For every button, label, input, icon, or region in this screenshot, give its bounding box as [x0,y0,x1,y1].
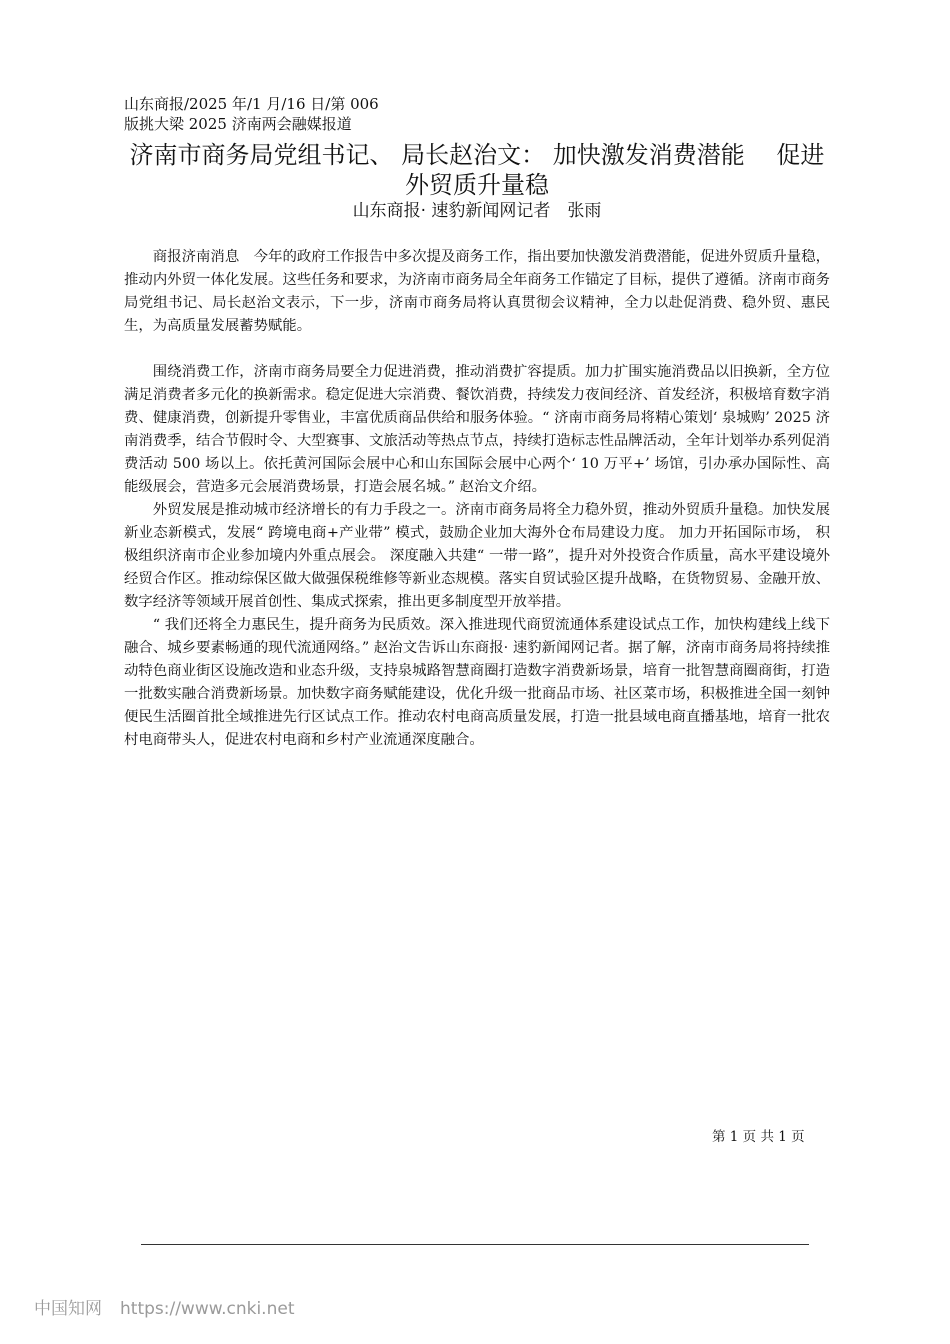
header-meta [124,94,379,134]
paragraph: 商报济南消息 今年的政府工作报告中多次提及商务工作，指出要加快激发消费潜能，促进外贸质升量稳，推动内外贸一体化发展。这些任务和要求，为济南市商务局全年商务工作锚定了目标，提供了遵循。济南市商务局党组书记、局长赵治文表示，下一步，济南市商务局将认真贯彻会议精神，全力以赴促消费、稳外贸、惠民生，为高质量发展蓄势赋能。 [124,249,830,334]
paragraph: 外贸发展是推动城市经济增长的有力手段之一。济南市商务局将全力稳外贸，推动外贸质升量稳。加快发展新业态新模式，发展“ 跨境电商+产业带” 模式，鼓励企业加大海外仓布局建设力度。 加力开拓国际市场， 积极组织济南市企业参加境内外重点展会。 深度融入共建“ 一带一路”，提升对外投资合作质量，高水平建设境外经贸合作区。推动综保区做大做强保税维修等新业态规模。落实自贸试验区提升战略，在货物贸易、金融开放、数字经济等领域开展首创性、集成式探索，推出更多制度型开放举措。 [124,502,830,610]
watermark-name: 中国知网 [34,1299,102,1319]
watermark [34,1294,312,1319]
footer-divider [141,1244,809,1245]
paragraph: 围绕消费工作，济南市商务局要全力促进消费，推动消费扩容提质。加力扩围实施消费品以旧换新，全方位满足消费者多元化的换新需求。稳定促进大宗消费、餐饮消费，持续发力夜间经济、首发经济，积极培育数字消费、健康消费，创新提升零售业，丰富优质商品供给和服务体验。“ 济南市商务局将精心策划‘ 泉城购’ 2025 济南消费季，结合节假时令、大型赛事、文旅活动等热点节点，持续打造标志性品牌活动，全年计划举办系列促消费活动 500 场以上。依托黄河国际会展中心和山东国际会展中心两个‘ 10 万平+’ 场馆，引办承办国际性、高能级展会，营造多元会展消费场景，打造会展名城。” 赵治文介绍。 [124,364,830,495]
article-title: 济南市商务局党组书记、 局长赵治文： 加快激发消费潜能 促进外贸质升量稳 [129,141,825,199]
article-body [124,246,830,752]
article-byline: 山东商报· 速豹新闻网记者 张雨 [352,201,602,221]
column-line: 版挑大梁 2025 济南两会融媒报道 [124,115,352,133]
source-line: 山东商报/2025 年/1 月/16 日/第 006 [124,95,379,113]
page-number: 第 1 页 共 1 页 [712,1129,805,1145]
paragraph: “ 我们还将全力惠民生，提升商务为民质效。深入推进现代商贸流通体系建设试点工作，加快构建线上线下融合、城乡要素畅通的现代流通网络。” 赵治文告诉山东商报· 速豹新闻网记者。据了解，济南市商务局将持续推动特色商业街区设施改造和业态升级，支持泉城路智慧商圈打造数字消费新场景，培育一批智慧商圈商街，打造一批数实融合消费新场景。加快数字商务赋能建设，优化升级一批商品市场、社区菜市场，积极推进全国一刻钟便民生活圈首批全域推进先行区试点工作。推动农村电商高质量发展，打造一批县域电商直播基地，培育一批农村电商带头人，促进农村电商和乡村产业流通深度融合。 [124,617,830,748]
watermark-url[interactable]: https://www.cnki.net [120,1299,295,1319]
